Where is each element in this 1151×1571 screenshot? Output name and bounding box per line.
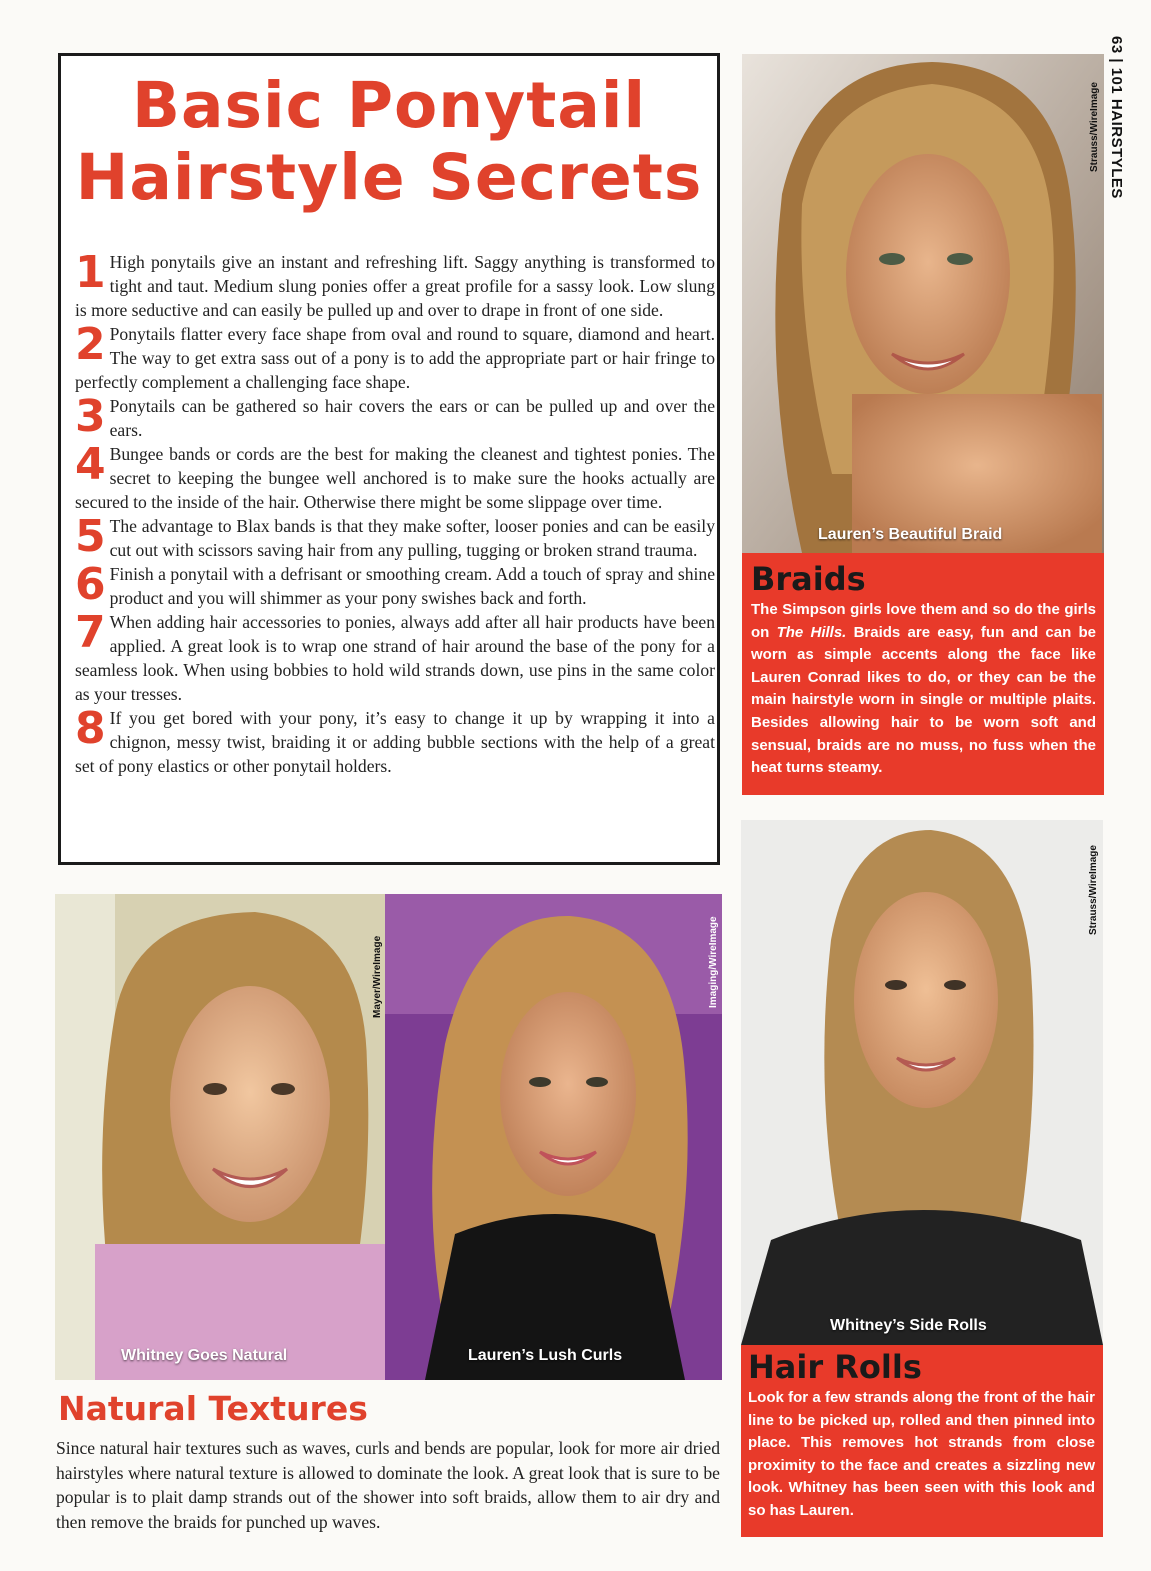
tip-text: Ponytails flatter every face shape from oval and round to square, diamond and heart. The way to get extra sass out of a pony is to add the appropriate part or hair fringe to perfectly complement a challenging face shape. (75, 324, 715, 392)
tip-number: 6 (75, 559, 106, 610)
tip-item (75, 511, 715, 562)
tip-number: 5 (75, 511, 106, 562)
tip-item (75, 247, 715, 322)
tip-number: 3 (75, 391, 106, 442)
tip-text: The advantage to Blax bands is that they make softer, looser ponies and can be easily cut out with scissors saving hair from any pulling, tugging or broken strand trauma. (109, 516, 715, 560)
braids-show-title: The Hills. (776, 623, 847, 641)
tip-item (75, 319, 715, 394)
hair-rolls-heading: Hair Rolls (748, 1348, 922, 1386)
tip-item (75, 607, 715, 706)
tip-item (75, 391, 715, 442)
portrait-graphic (742, 54, 1104, 553)
braids-heading: Braids (751, 560, 866, 598)
natural-textures-heading: Natural Textures (58, 1389, 368, 1428)
photo-credit: Strauss/WireImage (1089, 82, 1100, 172)
photo-lauren-curls (385, 894, 722, 1380)
portrait-graphic (385, 894, 722, 1380)
photo-whitney-natural (55, 894, 385, 1380)
tip-text: Finish a ponytail with a defrisant or smoothing cream. Add a touch of spray and shine product and you will shimmer as your pony swishes back and forth. (109, 564, 715, 608)
natural-textures-body: Since natural hair textures such as waves, curls and bends are popular, look for more air dried hairstyles where natural texture is allowed to dominate the look. A great look that is sure to be popular is to plait damp strands out of the shower into soft braids, allow them to air dry and then remove the braids for punched up waves. (56, 1438, 720, 1532)
tip-item (75, 703, 715, 778)
portrait-graphic (55, 894, 385, 1380)
tip-text: High ponytails give an instant and refreshing lift. Saggy anything is transformed to tight and taut. Medium slung ponies offer a great profile for a sassy look. Low slung is more seductive and can easily be pulled up and over to drape in front of one side. (75, 252, 715, 320)
tip-text: When adding hair accessories to ponies, always add after all hair products have been applied. A great look is to wrap one strand of hair around the base of the pony for a seamless look. When using bobbies to hold wild strands down, use pins in the same color as your tresses. (75, 612, 715, 704)
braids-body-text: The Simpson girls love them and so do the girls on (751, 601, 1096, 641)
braids-body (751, 599, 1096, 780)
photo-credit: Mayer/WireImage (372, 935, 383, 1018)
title-line-1: Basic Ponytail (131, 69, 647, 142)
braids-panel (742, 553, 1104, 795)
tip-text: If you get bored with your pony, it’s easy to change it up by wrapping it into a chignon, messy twist, braiding it or adding bubble sections with the help of a great set of pony elastics or other ponytail holders. (75, 708, 715, 776)
page-title (61, 70, 717, 214)
title-line-2: Hairstyle Secrets (75, 141, 703, 214)
photo-caption: Whitney’s Side Rolls (830, 1317, 987, 1334)
photo-caption: Whitney Goes Natural (121, 1347, 288, 1364)
tip-number: 7 (75, 607, 106, 658)
running-head: 63 | 101 HAIRSTYLES (1108, 36, 1125, 199)
braids-body-text-2: Braids are easy, fun and can be worn as simple accents along the face like Lauren Conrad likes to do, or they can be the main hairstyle worn in single or multiple plaits. Besides allowing hair to be worn soft and sensual, braids are no muss, no fuss when the heat turns steamy. (751, 623, 1096, 777)
photo-lauren-braid (742, 54, 1104, 553)
ponytail-tips-box (58, 53, 720, 865)
tip-text: Bungee bands or cords are the best for making the cleanest and tightest ponies. The secret to keeping the bungee well anchored is to make sure the hooks actually are secured to the inside of the hair. Otherwise there might be some slippage over time. (75, 444, 715, 512)
tip-number: 2 (75, 319, 106, 370)
tip-number: 1 (75, 247, 106, 298)
tip-item (75, 439, 715, 514)
tips-list (75, 247, 715, 778)
photo-credit: Imaging/WireImage (708, 916, 719, 1008)
photo-caption: Lauren’s Beautiful Braid (818, 526, 1003, 543)
photo-whitney-side-rolls (741, 820, 1103, 1345)
hair-rolls-panel (741, 1345, 1103, 1537)
tip-text: Ponytails can be gathered so hair covers the ears or can be pulled up and over the ears. (109, 396, 715, 440)
photo-caption: Lauren’s Lush Curls (468, 1347, 623, 1364)
portrait-graphic (741, 820, 1103, 1345)
tip-number: 4 (75, 439, 106, 490)
tip-item (75, 559, 715, 610)
hair-rolls-body: Look for a few strands along the front of the hair line to be picked up, rolled and then pinned into place. This removes hot strands from close proximity to the face and creates a sizzling new look. Whitney has been seen with this look and so has Lauren. (748, 1389, 1095, 1519)
tip-number: 8 (75, 703, 106, 754)
photo-credit: Strauss/WireImage (1088, 845, 1099, 935)
